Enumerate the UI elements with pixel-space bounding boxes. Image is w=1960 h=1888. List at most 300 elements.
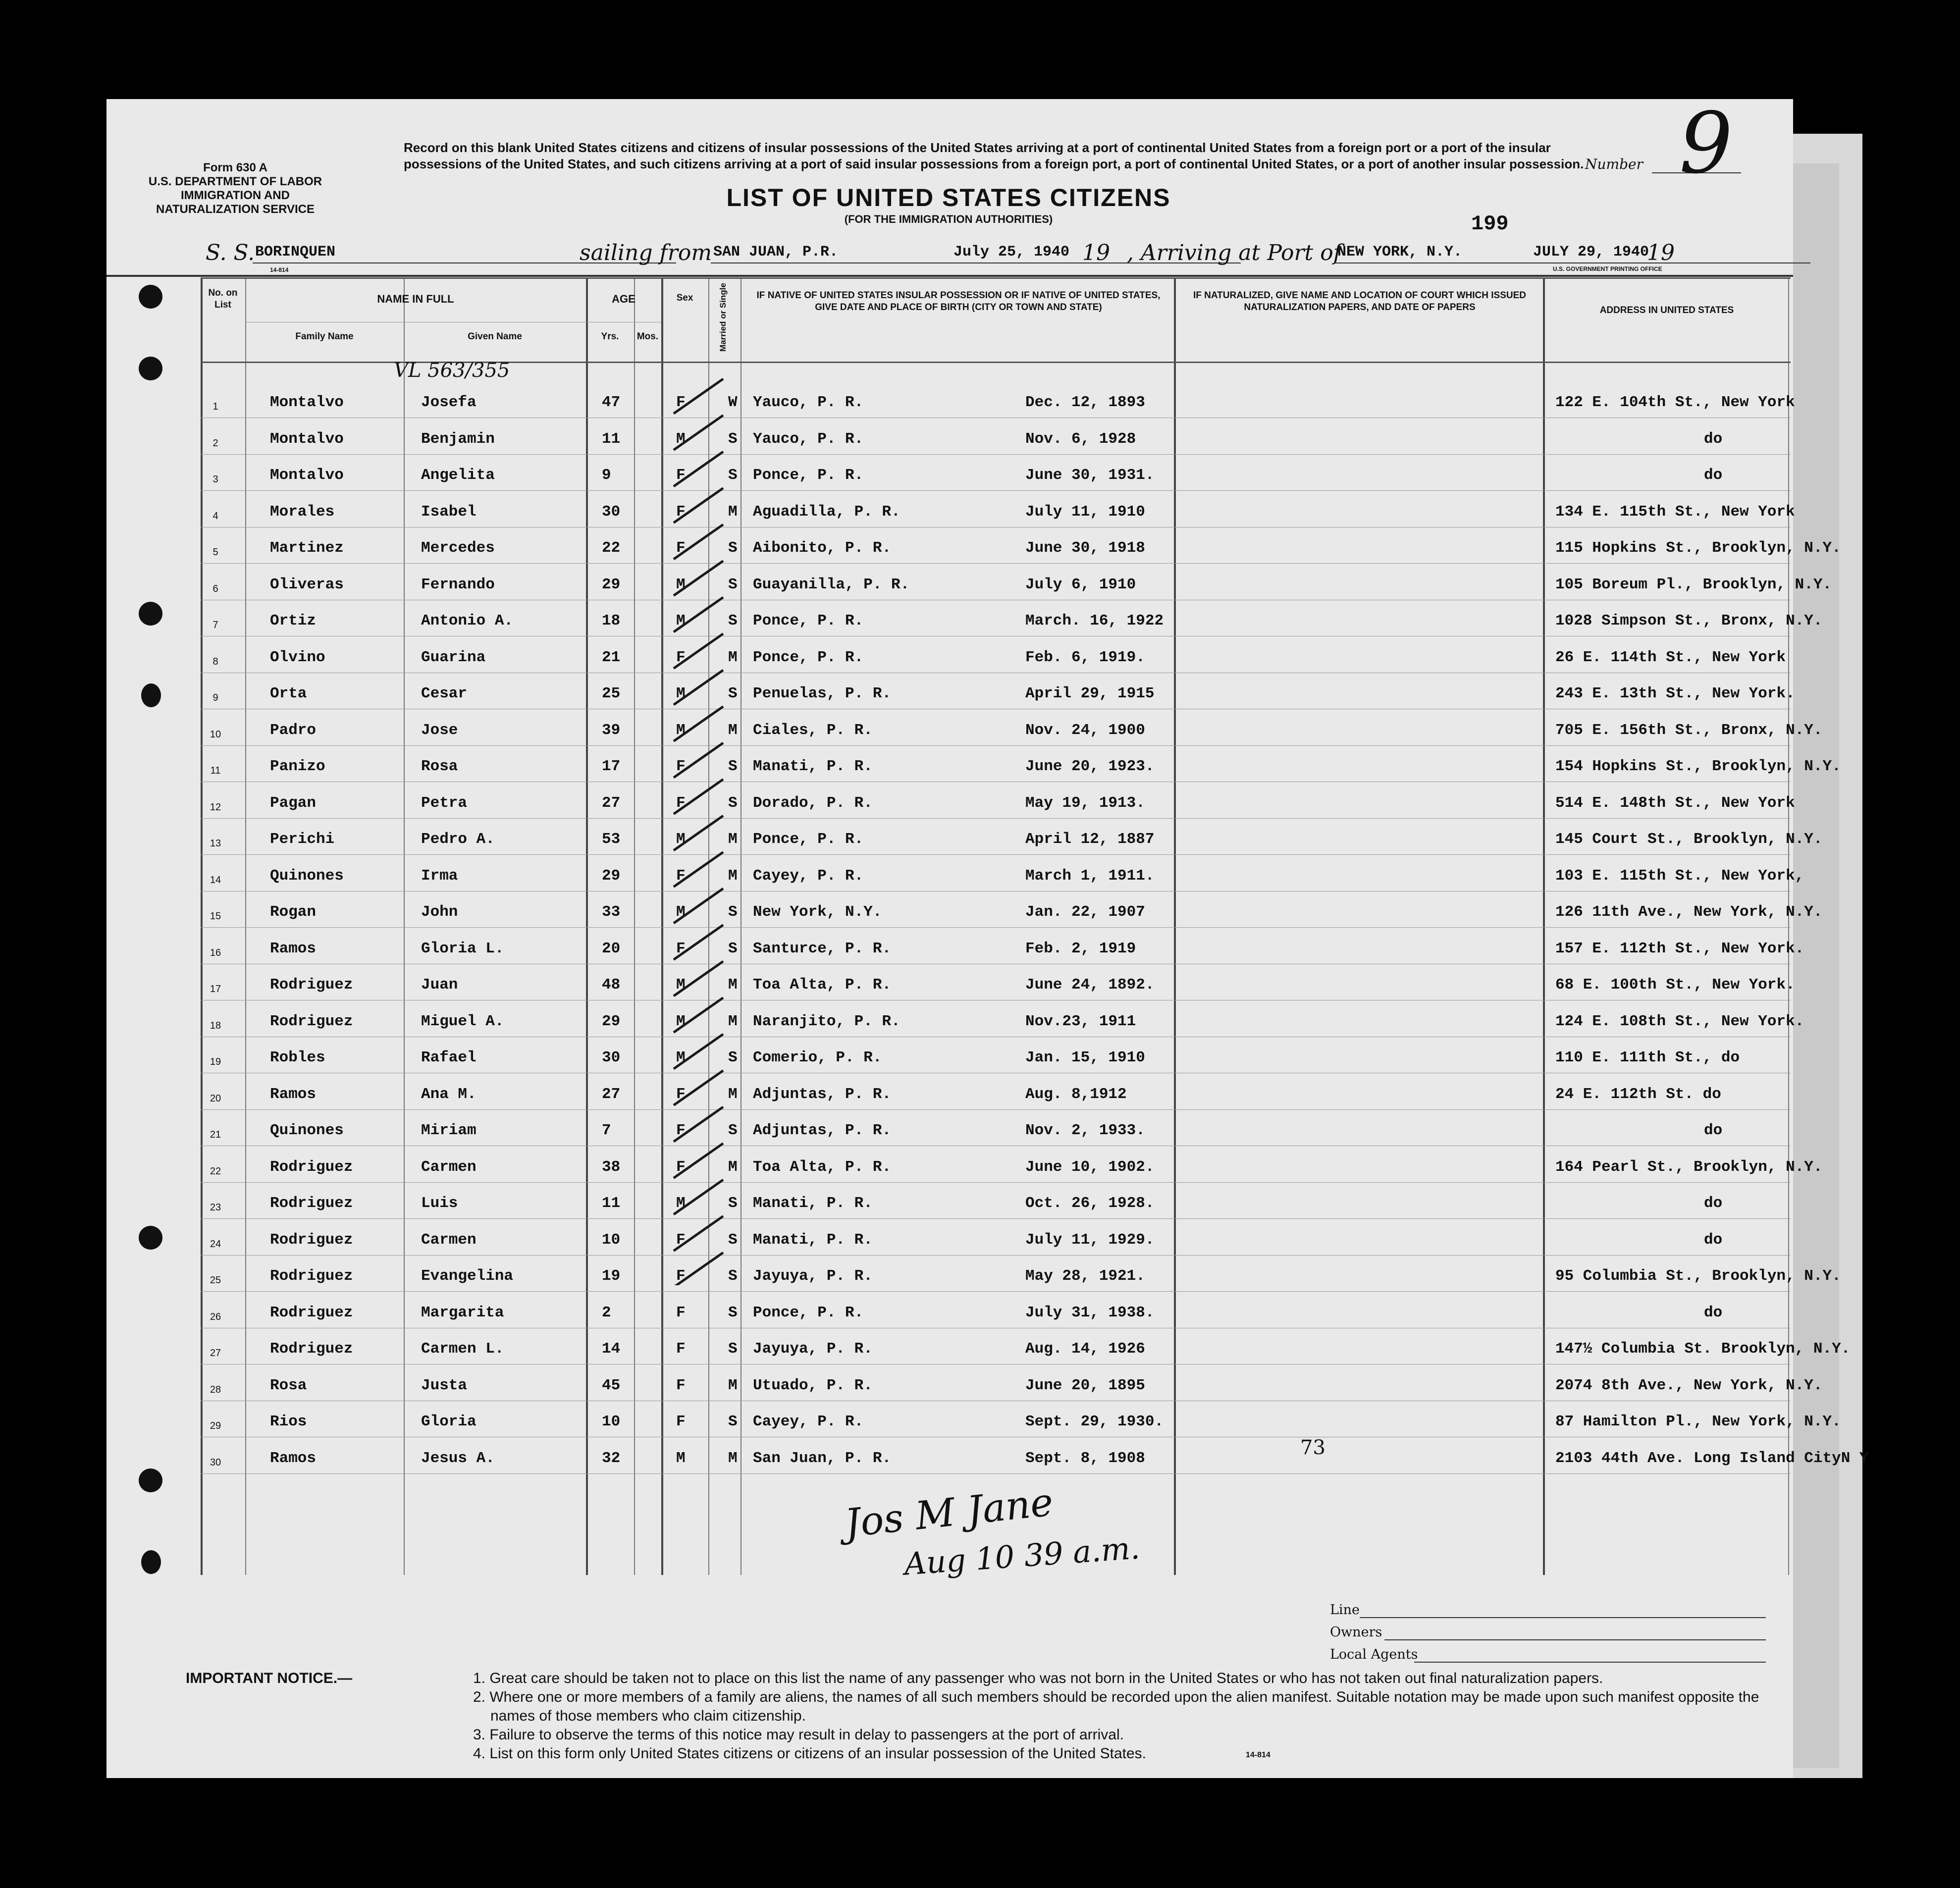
local-agents-label: Local Agents — [1330, 1647, 1418, 1662]
row-sex: M — [676, 1049, 686, 1066]
check-slash — [674, 379, 723, 414]
col-rule — [586, 277, 588, 1575]
row-address: do — [1704, 1304, 1723, 1321]
punch-hole — [139, 357, 162, 380]
header-rule — [106, 275, 1793, 277]
row-given: Josefa — [421, 394, 477, 411]
row-sex: F — [676, 648, 686, 666]
row-rule — [201, 891, 1791, 892]
row-address: 1028 Simpson St., Bronx, N.Y. — [1555, 612, 1823, 629]
arrival-port: NEW YORK, N.Y. — [1337, 244, 1463, 261]
row-given: Miriam — [421, 1122, 477, 1139]
row-address: 126 11th Ave., New York, N.Y. — [1555, 903, 1823, 921]
row-sex: M — [676, 1012, 686, 1030]
row-ms: M — [728, 1449, 738, 1467]
row-given: Jose — [421, 721, 458, 739]
row-ms: S — [728, 1195, 738, 1212]
row-family: Pagan — [270, 794, 317, 812]
check-marks — [664, 364, 748, 1285]
row-address: 122 E. 104th St., New York — [1555, 394, 1795, 411]
row-place: New York, N.Y. — [753, 903, 882, 921]
row-given: Carmen — [421, 1231, 477, 1249]
row-address: 2074 8th Ave., New York, N.Y. — [1555, 1376, 1823, 1394]
row-rule — [201, 1255, 1791, 1256]
row-place: Ponce, P. R. — [753, 1304, 864, 1321]
row-place: Toa Alta, P. R. — [753, 976, 892, 994]
row-sex: F — [676, 1304, 686, 1321]
row-ms: S — [728, 903, 738, 921]
notice-item: 3. Failure to observe the terms of this notice may result in delay to passengers at the port of arrival. — [473, 1727, 1124, 1743]
row-ms: S — [728, 430, 738, 448]
ss-label: S. S. — [206, 240, 255, 265]
row-age: 27 — [602, 1085, 621, 1103]
row-family: Rodriguez — [270, 1267, 353, 1285]
row-place: Ponce, P. R. — [753, 831, 864, 848]
row-sex: M — [676, 831, 686, 848]
row-address: 95 Columbia St., Brooklyn, N.Y. — [1555, 1267, 1841, 1285]
row-ms: M — [728, 503, 738, 521]
row-address: 154 Hopkins St., Brooklyn, N.Y. — [1555, 758, 1841, 775]
row-address: 2103 44th Ave. Long Island CityN Y — [1555, 1449, 1869, 1467]
row-sex: F — [676, 758, 686, 775]
row-given: Guarina — [421, 648, 486, 666]
row-ms: S — [728, 685, 738, 702]
check-slash — [674, 925, 723, 960]
row-given: Benjamin — [421, 430, 495, 448]
row-given: Luis — [421, 1195, 458, 1212]
row-age: 10 — [602, 1231, 621, 1249]
row-place: Yauco, P. R. — [753, 394, 864, 411]
row-address: do — [1704, 1122, 1723, 1139]
check-slash — [674, 452, 723, 486]
row-family: Panizo — [270, 758, 325, 775]
row-family: Rogan — [270, 903, 317, 921]
row-date: Nov. 24, 1900 — [1025, 721, 1145, 739]
row-no: 22 — [210, 1165, 221, 1177]
row-address: 87 Hamilton Pl., New York, N.Y. — [1555, 1413, 1841, 1430]
row-age: 30 — [602, 503, 621, 521]
row-no: 8 — [212, 656, 218, 667]
header-birth: IF NATIVE OF UNITED STATES INSULAR POSSESSION OR IF NATIVE OF UNITED STATES, GIVE DATE AND PLACE OF BIRTH (CITY OR TOWN AND STATE) — [756, 290, 1161, 313]
row-address: do — [1704, 1231, 1723, 1249]
row-sex: F — [676, 1158, 686, 1176]
row-no: 10 — [210, 729, 221, 740]
row-place: Cayey, P. R. — [753, 867, 864, 885]
row-date: June 30, 1931. — [1025, 467, 1155, 484]
row-age: 39 — [602, 721, 621, 739]
row-ms: S — [728, 1340, 738, 1358]
row-date: July 11, 1929. — [1025, 1231, 1155, 1249]
row-age: 9 — [602, 467, 611, 484]
row-sex: F — [676, 1340, 686, 1358]
row-date: Oct. 26, 1928. — [1025, 1195, 1155, 1212]
punch-hole — [139, 1226, 162, 1250]
row-sex: F — [676, 867, 686, 885]
row-rule — [201, 490, 1791, 491]
punch-hole — [139, 602, 162, 626]
row-date: June 20, 1895 — [1025, 1376, 1145, 1394]
check-slash — [674, 998, 723, 1033]
check-slash — [674, 1107, 723, 1142]
check-slash — [674, 1071, 723, 1105]
row-family: Ramos — [270, 1449, 317, 1467]
century-label-1: 19 — [1082, 240, 1110, 265]
punch-hole — [141, 1550, 161, 1574]
row-no: 1 — [212, 401, 218, 412]
row-family: Rios — [270, 1413, 307, 1430]
row-date: June 30, 1918 — [1025, 539, 1145, 557]
row-no: 9 — [212, 692, 218, 703]
row-given: Angelita — [421, 467, 495, 484]
row-address: 105 Boreum Pl., Brooklyn, N.Y. — [1555, 576, 1832, 593]
row-rule — [201, 1473, 1791, 1474]
row-age: 27 — [602, 794, 621, 812]
check-slash — [674, 816, 723, 850]
header-months: Mos. — [636, 331, 659, 342]
row-rule — [201, 927, 1791, 928]
row-address: do — [1704, 1195, 1723, 1212]
manifest-sheet — [106, 95, 1869, 1778]
row-given: Justa — [421, 1376, 468, 1394]
col-rule — [1174, 277, 1176, 1575]
row-date: Sept. 29, 1930. — [1025, 1413, 1164, 1430]
check-slash — [674, 707, 723, 741]
row-no: 2 — [212, 437, 218, 449]
row-age: 45 — [602, 1376, 621, 1394]
col-rule — [404, 277, 405, 1575]
row-no: 7 — [212, 620, 218, 630]
notice-item: 1. Great care should be taken not to place on this list the name of any passenger who was not born in the United States or who has not taken out final naturalization papers. — [473, 1670, 1603, 1686]
row-place: Manati, P. R. — [753, 1231, 873, 1249]
signature-name: Jos M Jane — [843, 1480, 1056, 1546]
printer-imprint: U.S. GOVERNMENT PRINTING OFFICE — [1553, 265, 1662, 272]
row-family: Montalvo — [270, 394, 344, 411]
row-ms: S — [728, 612, 738, 629]
row-age: 19 — [602, 1267, 621, 1285]
row-age: 47 — [602, 394, 621, 411]
row-given: Pedro A. — [421, 831, 495, 848]
row-family: Montalvo — [270, 430, 344, 448]
arrival-rule — [1335, 262, 1810, 263]
row-age: 33 — [602, 903, 621, 921]
row-ms: M — [728, 1012, 738, 1030]
row-family: Ramos — [270, 940, 317, 957]
row-given: Gloria — [421, 1413, 477, 1430]
row-place: Manati, P. R. — [753, 758, 873, 775]
header-family-name: Family Name — [295, 331, 354, 342]
row-ms: S — [728, 576, 738, 593]
check-slash — [674, 561, 723, 596]
row-given: Carmen — [421, 1158, 477, 1176]
row-date: Sept. 8, 1908 — [1025, 1449, 1145, 1467]
row-ms: S — [728, 1049, 738, 1066]
row-sex: F — [676, 467, 686, 484]
row-ms: M — [728, 1158, 738, 1176]
header-name-in-full: NAME IN FULL — [377, 293, 454, 305]
row-date: July 31, 1938. — [1025, 1304, 1155, 1321]
check-slash — [674, 488, 723, 523]
row-no: 16 — [210, 947, 221, 958]
row-date: Aug. 8,1912 — [1025, 1085, 1127, 1103]
row-address: 124 E. 108th St., New York. — [1555, 1012, 1804, 1030]
row-family: Quinones — [270, 1122, 344, 1139]
row-no: 23 — [210, 1202, 221, 1213]
row-date: May 28, 1921. — [1025, 1267, 1145, 1285]
row-address: 134 E. 115th St., New York — [1555, 503, 1795, 521]
row-given: John — [421, 903, 458, 921]
row-no: 26 — [210, 1311, 221, 1322]
row-ms: S — [728, 758, 738, 775]
row-given: Antonio A. — [421, 612, 514, 629]
row-ms: S — [728, 1122, 738, 1139]
row-rule — [201, 1109, 1791, 1110]
form-number: Form 630 A — [203, 161, 267, 174]
row-age: 20 — [602, 940, 621, 957]
row-family: Olvino — [270, 648, 325, 666]
handwritten-file-ref: VL 563/355 — [394, 359, 510, 382]
col-rule — [661, 277, 663, 1575]
header-sex: Sex — [676, 293, 693, 303]
row-sex: F — [676, 1085, 686, 1103]
row-address: 103 E. 115th St., New York, — [1555, 867, 1804, 885]
header-naturalized: IF NATURALIZED, GIVE NAME AND LOCATION OF COURT WHICH ISSUED NATURALIZATION PAPERS, AND DATE OF PAPERS — [1193, 290, 1526, 313]
row-place: Penuelas, P. R. — [753, 685, 892, 702]
row-sex: F — [676, 794, 686, 812]
header-given-name: Given Name — [468, 331, 522, 342]
row-no: 27 — [210, 1348, 221, 1359]
row-place: Naranjito, P. R. — [753, 1012, 901, 1030]
row-address: 24 E. 112th St. do — [1555, 1085, 1721, 1103]
row-age: 2 — [602, 1304, 611, 1321]
row-ms: W — [728, 394, 738, 411]
row-sex: F — [676, 394, 686, 411]
check-slash — [674, 1034, 723, 1069]
row-date: April 12, 1887 — [1025, 831, 1155, 848]
row-ms: S — [728, 1231, 738, 1249]
row-date: Nov. 6, 1928 — [1025, 430, 1136, 448]
col-rule — [634, 277, 635, 1575]
row-no: 15 — [210, 911, 221, 922]
row-date: Jan. 15, 1910 — [1025, 1049, 1145, 1066]
row-given: Juan — [421, 976, 458, 994]
service-line-1: IMMIGRATION AND — [181, 189, 290, 202]
row-age: 17 — [602, 758, 621, 775]
row-no: 17 — [210, 984, 221, 995]
row-family: Martinez — [270, 539, 344, 557]
row-given: Isabel — [421, 503, 477, 521]
row-family: Rodriguez — [270, 1012, 353, 1030]
row-address: 147½ Columbia St. Brooklyn, N.Y. — [1555, 1340, 1851, 1358]
row-family: Rodriguez — [270, 1340, 353, 1358]
notice-heading: IMPORTANT NOTICE.— — [186, 1670, 353, 1686]
row-family: Rodriguez — [270, 1231, 353, 1249]
row-family: Montalvo — [270, 467, 344, 484]
check-slash — [674, 1253, 723, 1285]
row-age: 7 — [602, 1122, 611, 1139]
row-sex: M — [676, 1449, 686, 1467]
row-ms: S — [728, 940, 738, 957]
row-ms: S — [728, 794, 738, 812]
row-ms: M — [728, 721, 738, 739]
row-given: Irma — [421, 867, 458, 885]
row-place: Comerio, P. R. — [753, 1049, 882, 1066]
check-slash — [674, 1216, 723, 1251]
row-address: 145 Court St., Brooklyn, N.Y. — [1555, 831, 1823, 848]
row-no: 18 — [210, 1020, 221, 1031]
header-address: ADDRESS IN UNITED STATES — [1599, 305, 1734, 315]
row-no: 28 — [210, 1384, 221, 1395]
row-rule — [201, 1218, 1791, 1219]
row-family: Rodriguez — [270, 1304, 353, 1321]
row-address: 26 E. 114th St., New York — [1555, 648, 1786, 666]
row-age: 10 — [602, 1413, 621, 1430]
row-place: Guayanilla, P. R. — [753, 576, 910, 593]
row-age: 32 — [602, 1449, 621, 1467]
row-place: Dorado, P. R. — [753, 794, 873, 812]
row-family: Padro — [270, 721, 317, 739]
row-no: 21 — [210, 1129, 221, 1140]
row-sex: M — [676, 1195, 686, 1212]
row-rule — [201, 854, 1791, 855]
check-slash — [674, 416, 723, 450]
notice-items — [473, 1669, 1791, 1763]
row-place: Cayey, P. R. — [753, 1413, 864, 1430]
check-slash — [674, 889, 723, 923]
check-slash — [674, 852, 723, 887]
row-address: 514 E. 148th St., New York — [1555, 794, 1795, 812]
row-given: Mercedes — [421, 539, 495, 557]
row-given: Rosa — [421, 758, 458, 775]
row-family: Robles — [270, 1049, 325, 1066]
row-family: Rodriguez — [270, 976, 353, 994]
header-note: Record on this blank United States citizens and citizens of insular possessions of the United States arriving at a port of continental United States from a foreign port or a port of the insular possessions of the United States, and such citizens arriving at a port of said insular possessions from a foreign port, a port of continental United States, or a port of another insular possession. — [404, 140, 1584, 171]
row-address: 243 E. 13th St., New York. — [1555, 685, 1795, 702]
row-sex: F — [676, 503, 686, 521]
row-age: 21 — [602, 648, 621, 666]
notice-item: 2. Where one or more members of a family are aliens, the names of all such members should be recorded upon the alien manifest. Suitable notation may be made upon such manifest opposite the names of those members who claim citizenship. — [473, 1689, 1759, 1724]
local-agents-rule — [1414, 1662, 1766, 1663]
row-rule — [201, 277, 1791, 279]
passenger-table — [201, 277, 1869, 1575]
row-place: Toa Alta, P. R. — [753, 1158, 892, 1176]
row-date: May 19, 1913. — [1025, 794, 1145, 812]
departure-port: SAN JUAN, P.R. — [713, 244, 839, 261]
row-date: Feb. 2, 1919 — [1025, 940, 1136, 957]
row-place: Ponce, P. R. — [753, 612, 864, 629]
row-sex: M — [676, 430, 686, 448]
row-family: Oliveras — [270, 576, 344, 593]
row-family: Morales — [270, 503, 335, 521]
row-no: 29 — [210, 1420, 221, 1431]
row-address: 157 E. 112th St., New York. — [1555, 940, 1804, 957]
row-date: June 20, 1923. — [1025, 758, 1155, 775]
row-sex: F — [676, 1267, 686, 1285]
row-sex: F — [676, 1122, 686, 1139]
row-sex: F — [676, 1413, 686, 1430]
row-date: March. 16, 1922 — [1025, 612, 1164, 629]
row-given: Rafael — [421, 1049, 477, 1066]
check-slash — [674, 1144, 723, 1178]
col-rule — [1543, 277, 1545, 1575]
row-place: Utuado, P. R. — [753, 1376, 873, 1394]
row-ms: M — [728, 1085, 738, 1103]
row-date: June 24, 1892. — [1025, 976, 1155, 994]
row-rule — [201, 818, 1791, 819]
check-slash — [674, 743, 723, 778]
row-sex: M — [676, 612, 686, 629]
row-ms: S — [728, 1413, 738, 1430]
row-place: San Juan, P. R. — [753, 1449, 892, 1467]
arrival-date: JULY 29, 1940 — [1533, 244, 1649, 261]
row-date: July 11, 1910 — [1025, 503, 1145, 521]
row-address: do — [1704, 430, 1723, 448]
header-married-single: Married or Single — [718, 283, 728, 352]
row-family: Perichi — [270, 831, 335, 848]
row-sex: M — [676, 721, 686, 739]
row-no: 24 — [210, 1238, 221, 1250]
row-place: Jayuya, P. R. — [753, 1267, 873, 1285]
owners-label: Owners — [1330, 1625, 1382, 1640]
stamp-number: 199 — [1471, 212, 1509, 236]
row-date: Jan. 22, 1907 — [1025, 903, 1145, 921]
row-age: 30 — [602, 1049, 621, 1066]
row-family: Rodriguez — [270, 1195, 353, 1212]
row-age: 29 — [602, 1012, 621, 1030]
ship-name: BORINQUEN — [255, 244, 336, 261]
row-given: Margarita — [421, 1304, 504, 1321]
row-rule — [201, 745, 1791, 746]
row-place: Ciales, P. R. — [753, 721, 873, 739]
header-no-on-list: No. on List — [208, 288, 238, 310]
row-sex: F — [676, 539, 686, 557]
row-place: Jayuya, P. R. — [753, 1340, 873, 1358]
line-rule — [1360, 1617, 1766, 1618]
signature-time: Aug 10 39 a.m. — [903, 1529, 1141, 1582]
row-given: Petra — [421, 794, 468, 812]
row-age: 29 — [602, 576, 621, 593]
row-no: 30 — [210, 1457, 221, 1468]
check-slash — [674, 780, 723, 814]
row-family: Ramos — [270, 1085, 317, 1103]
row-given: Carmen L. — [421, 1340, 504, 1358]
row-no: 3 — [212, 474, 218, 485]
row-date: Aug. 14, 1926 — [1025, 1340, 1145, 1358]
punch-hole — [141, 683, 161, 707]
row-place: Ponce, P. R. — [753, 467, 864, 484]
row-date: Nov.23, 1911 — [1025, 1012, 1136, 1030]
row-ms: S — [728, 1267, 738, 1285]
notice-code: 14-814 — [1246, 1751, 1271, 1759]
row-no: 13 — [210, 838, 221, 849]
row-age: 29 — [602, 867, 621, 885]
century-label-2: 19 — [1647, 240, 1675, 265]
service-line-2: NATURALIZATION SERVICE — [156, 203, 315, 216]
line-label: Line — [1330, 1602, 1360, 1618]
sailing-from-label: sailing from — [580, 240, 712, 265]
row-no: 4 — [212, 510, 218, 522]
row-address: 705 E. 156th St., Bronx, N.Y. — [1555, 721, 1823, 739]
row-place: Manati, P. R. — [753, 1195, 873, 1212]
row-place: Adjuntas, P. R. — [753, 1122, 892, 1139]
row-address: 164 Pearl St., Brooklyn, N.Y. — [1555, 1158, 1823, 1176]
check-slash — [674, 670, 723, 705]
header-age: AGE — [612, 293, 636, 305]
row-sex: F — [676, 1376, 686, 1394]
punch-hole — [139, 1468, 162, 1492]
row-sex: M — [676, 903, 686, 921]
row-date: Dec. 12, 1893 — [1025, 394, 1145, 411]
department: U.S. DEPARTMENT OF LABOR — [148, 175, 322, 188]
